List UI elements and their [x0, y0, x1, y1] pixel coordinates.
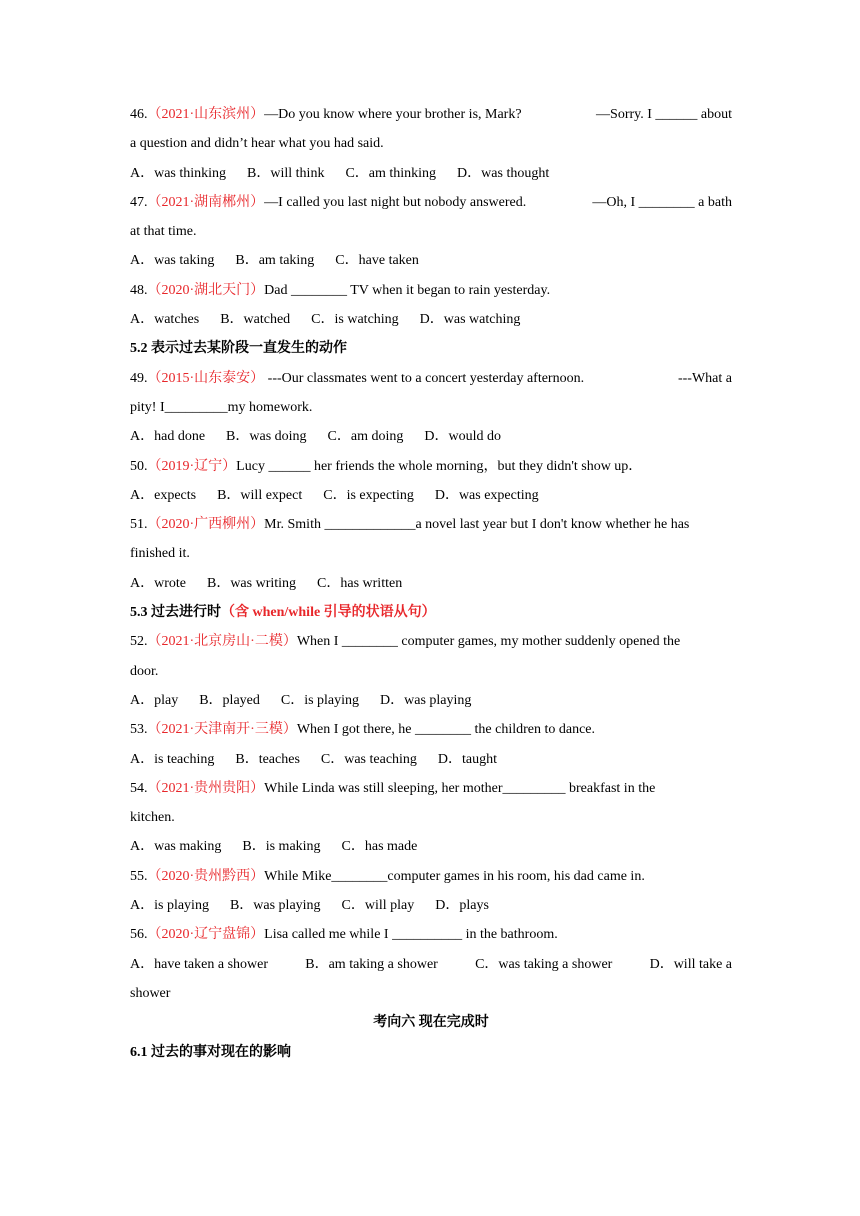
section-heading-6-1: 6.1 过去的事对现在的影响: [130, 1044, 291, 1060]
question-source: （2021·湖南郴州）: [147, 194, 265, 210]
question-47-options: A．was taking B．am taking C．have taken: [130, 253, 419, 269]
question-text: Dad ________ TV when it began to rain yesterday.: [264, 282, 551, 298]
question-50-options: A．expects B．will expect C．is expecting D．was expecting: [130, 487, 539, 503]
question-text-reply: —Sorry. I ______ about: [596, 107, 732, 122]
question-number: 51.: [130, 517, 148, 533]
option-d: D．will take a: [649, 956, 732, 972]
section-heading-5-3: [130, 598, 732, 627]
question-source: （2021·北京房山·二模）: [147, 634, 297, 650]
question-text: While Linda was still sleeping, her mother_________ breakfast in the: [264, 780, 656, 796]
section-heading-5-2: 5.2 表示过去某阶段一直发生的动作: [130, 341, 347, 357]
question-56-options: [130, 950, 732, 979]
question-source: （2020·辽宁盘锦）: [147, 927, 265, 943]
question-56-line1: [130, 920, 732, 949]
question-47-line2: at that time.: [130, 224, 197, 240]
section-heading-note: （含 when/while 引导的状语从句）: [221, 605, 436, 621]
question-text: When I got there, he ________ the children to dance.: [296, 722, 596, 738]
question-46-options: A．was thinking B．will think C．am thinking D．was thought: [130, 165, 550, 181]
document-page: [130, 100, 732, 1067]
question-source: （2015·山东泰安）: [147, 370, 265, 386]
question-52-line2: door.: [130, 663, 159, 679]
question-text: Lucy ______ her friends the whole morning，but they didn't show up．: [236, 458, 643, 474]
question-source: （2020·广西柳州）: [147, 517, 265, 533]
question-number: 53.: [130, 722, 148, 738]
question-51-line1: [130, 510, 732, 539]
question-49-line2: pity! I_________my homework.: [130, 399, 313, 415]
question-source: （2020·湖北天门）: [147, 282, 265, 298]
question-text: Lisa called me while I __________ in the bathroom.: [264, 927, 558, 943]
question-source: （2021·天津南开·三模）: [147, 722, 297, 738]
question-49-options: A．had done B．was doing C．am doing D．would do: [130, 429, 501, 445]
question-54-options: A．was making B．is making C．has made: [130, 839, 418, 855]
question-text: When I ________ computer games, my mother suddenly opened the: [296, 634, 681, 650]
question-number: 54.: [130, 780, 148, 796]
option-c: C．was taking a shower: [475, 956, 613, 972]
question-55-options: A．is playing B．was playing C．will play D．plays: [130, 898, 489, 914]
question-56-options-line2: shower: [130, 985, 171, 1001]
question-text-reply: —Oh, I ________ a bath: [592, 194, 732, 210]
question-number: 55.: [130, 868, 148, 884]
question-text: —Do you know where your brother is, Mark?: [264, 107, 522, 122]
chapter-title: 考向六 现在完成时: [373, 1015, 489, 1031]
question-53-line1: [130, 715, 732, 744]
question-51-options: A．wrote B．was writing C．has written: [130, 575, 403, 591]
question-54-line2: kitchen.: [130, 810, 175, 826]
question-number: 48.: [130, 282, 148, 298]
question-number: 56.: [130, 927, 148, 943]
question-text-reply: ---What a: [677, 370, 732, 386]
question-54-line1: [130, 774, 732, 803]
section-heading-text: 5.3 过去进行时: [130, 605, 221, 621]
question-48-line1: [130, 276, 732, 305]
question-51-line2: finished it.: [130, 546, 190, 562]
option-a: A．have taken a shower: [130, 956, 269, 972]
question-text: While Mike________computer games in his room, his dad came in.: [264, 868, 645, 884]
question-number: 52.: [130, 634, 148, 650]
question-47-line1: [130, 188, 732, 217]
question-source: （2020·贵州黔西）: [147, 868, 265, 884]
question-52-options: A．play B．played C．is playing D．was playing: [130, 692, 472, 708]
question-text: Mr. Smith _____________a novel last year but I don't know whether he has: [264, 517, 690, 533]
question-number: 47.: [130, 194, 148, 210]
question-52-line1: [130, 627, 732, 656]
question-48-options: A．watches B．watched C．is watching D．was watching: [130, 312, 521, 328]
question-source: （2021·贵州贵阳）: [147, 780, 265, 796]
question-49-line1: [130, 364, 732, 393]
question-source: （2021·山东滨州）: [147, 107, 265, 122]
question-number: 49.: [130, 370, 148, 386]
question-50-line1: [130, 452, 732, 481]
question-number: 50.: [130, 458, 148, 474]
question-number: 46.: [130, 107, 148, 122]
question-text: —I called you last night but nobody answered.: [264, 194, 527, 210]
question-55-line1: [130, 862, 732, 891]
question-text: ---Our classmates went to a concert yesterday afternoon.: [264, 370, 585, 386]
question-source: （2019·辽宁）: [147, 458, 237, 474]
question-46-line1: [130, 100, 732, 129]
question-53-options: A．is teaching B．teaches C．was teaching D．taught: [130, 751, 498, 767]
question-46-line2: a question and didn’t hear what you had said.: [130, 136, 384, 152]
option-b: B．am taking a shower: [305, 956, 438, 972]
